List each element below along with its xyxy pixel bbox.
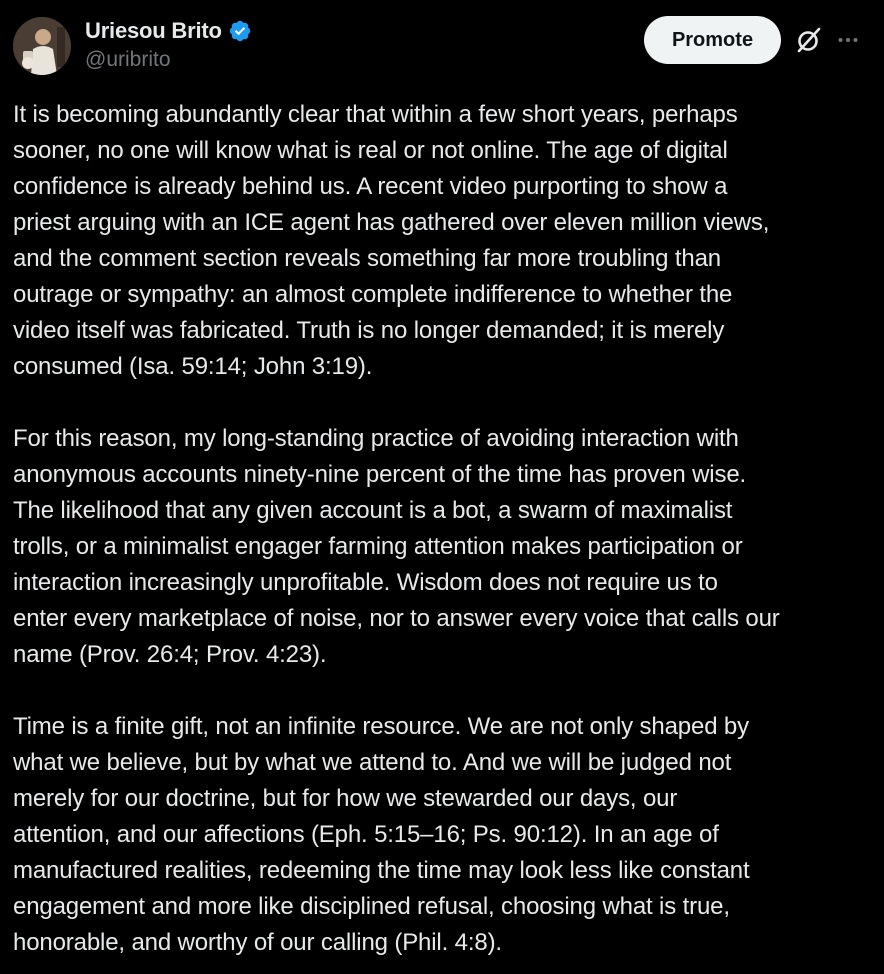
promote-button[interactable]: Promote xyxy=(644,16,781,64)
post-paragraph: It is becoming abundantly clear that within a few short years, perhaps sooner, no one will know what is real or not online. The age of digital confidence is already behind us. A recent video purporting to show a priest arguing with an ICE agent has gathered over eleven million views, and the comment section reveals something far more troubling than outrage or sympathy: an almost complete indifference to whether the video itself was fabricated. Truth is no longer demanded; it is merely consumed (Isa. 59:14; John 3:19). xyxy=(13,101,770,380)
author-name-row xyxy=(85,17,252,45)
post-text xyxy=(13,97,869,961)
verified-badge-icon xyxy=(228,19,252,43)
author-name[interactable]: Uriesou Brito xyxy=(85,18,222,43)
avatar[interactable] xyxy=(13,17,71,75)
post-paragraph: For this reason, my long-standing practice of avoiding interaction with anonymous accounts ninety-nine percent of the time has proven wise. The likelihood that any given account is a bot, a swarm of maximalist trolls, or a minimalist engager farming attention makes participation or interaction increasingly unprofitable. Wisdom does not require us to enter every marketplace of noise, nor to answer every voice that calls our name (Prov. 26:4; Prov. 4:23). xyxy=(13,425,780,668)
post-paragraph: Time is a finite gift, not an infinite resource. We are not only shaped by what we believe, but by what we attend to. And we will be judged not merely for our doctrine, but for how we stewarded our days, our attention, and our affections (Eph. 5:15–16; Ps. 90:12). In an age of manufactured realities, redeeming the time may look less like constant engagement and more like disciplined refusal, choosing what is true, honorable, and worthy of our calling (Phil. 4:8). xyxy=(13,713,750,956)
grok-icon[interactable] xyxy=(794,25,824,55)
avatar-image xyxy=(13,17,71,75)
author-handle[interactable]: @uribrito xyxy=(85,48,171,71)
more-horizontal-icon[interactable] xyxy=(836,28,860,52)
